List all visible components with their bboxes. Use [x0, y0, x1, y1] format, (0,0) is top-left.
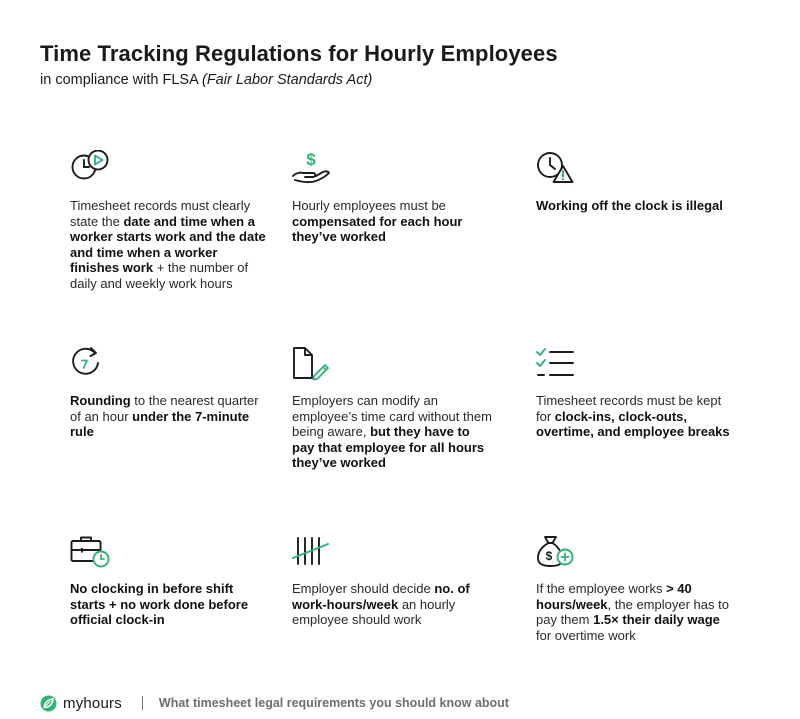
money-bag-plus-icon: [536, 533, 576, 569]
clock-play-icon: [70, 150, 110, 186]
card-text: [536, 198, 736, 214]
brand-logo[interactable]: [40, 695, 122, 712]
subtitle-italic: (Fair Labor Standards Act): [202, 72, 373, 88]
brand-leaf-icon: [40, 695, 57, 712]
subtitle-main: in compliance with FLSA: [40, 72, 198, 88]
svg-text:$: $: [545, 549, 553, 563]
card-text-bold: compensated for each hour they’ve worked: [292, 213, 463, 245]
tally-marks-icon: [292, 533, 332, 569]
footer: [40, 694, 509, 712]
card-text-bold: > 40 hours/week: [536, 581, 692, 612]
card-text-part: , the employer has to pay them: [536, 596, 729, 628]
checklist-icon: [536, 345, 576, 381]
card-text-bold: but they have to pay that employee for all hours they’ve worked: [292, 424, 485, 471]
card-text-part: Employers can modify an employee’s time card without them being aware,: [292, 393, 492, 440]
card-text: [70, 393, 270, 440]
clock-warning-icon: [536, 150, 576, 186]
card-text-part: to the nearest quarter of an hour: [70, 393, 259, 424]
card-text: [70, 581, 270, 628]
card-work-hours: [292, 533, 492, 628]
card-text-bold: Rounding: [70, 393, 131, 408]
rounding-seven-icon: [70, 345, 110, 381]
card-text-bold: Working off the clock is illegal: [536, 198, 723, 213]
card-text-bold: 1.5× their daily wage: [593, 612, 720, 628]
hand-dollar-icon: [292, 150, 332, 186]
card-text-bold: clock-ins, clock-outs, overtime, and employee breaks: [536, 408, 730, 440]
briefcase-clock-icon: [70, 533, 110, 569]
brand-name: myhours: [63, 694, 122, 712]
card-text: [70, 198, 270, 292]
card-text: [292, 198, 492, 245]
card-text: [536, 393, 736, 440]
card-no-early-clocking: [70, 533, 270, 628]
page-title: Time Tracking Regulations for Hourly Employees: [40, 41, 558, 66]
footer-divider: [142, 696, 143, 710]
card-rounding: [70, 345, 270, 440]
card-text-bold: under the 7-minute rule: [70, 408, 250, 440]
card-records-kept: [536, 345, 736, 440]
card-text-part: + the number of daily and weekly work hours: [70, 260, 249, 291]
svg-text:$: $: [306, 150, 316, 169]
card-text: [536, 581, 736, 643]
document-edit-icon: [292, 345, 332, 381]
card-text: [292, 581, 492, 628]
card-modify-timecard: [292, 345, 492, 471]
card-text-part: Timesheet records must be kept for: [536, 393, 722, 424]
card-text-bold: No clocking in before shift starts + no work done before official clock-in: [70, 581, 249, 628]
card-text-part: an hourly employee should work: [292, 596, 456, 628]
card-text-bold: no. of work-hours/week: [292, 581, 470, 612]
card-text-part: Timesheet records must clearly state the: [70, 198, 251, 229]
card-timesheet-records: [70, 150, 270, 292]
card-text: [292, 393, 492, 471]
card-text-part: Hourly employees must be: [292, 198, 446, 213]
card-overtime: [536, 533, 736, 643]
card-off-clock: [536, 150, 736, 214]
footer-tagline: What timesheet legal requirements you should know about: [158, 696, 509, 710]
card-text-part: If the employee works: [536, 581, 667, 596]
card-text-part: Employer should decide: [292, 581, 435, 596]
page-subtitle: [40, 72, 372, 88]
card-text-bold: date and time when a worker starts work and the date and time when a worker finishes work: [70, 213, 266, 276]
card-compensation: [292, 150, 492, 245]
card-text-part: for overtime work: [536, 627, 636, 643]
